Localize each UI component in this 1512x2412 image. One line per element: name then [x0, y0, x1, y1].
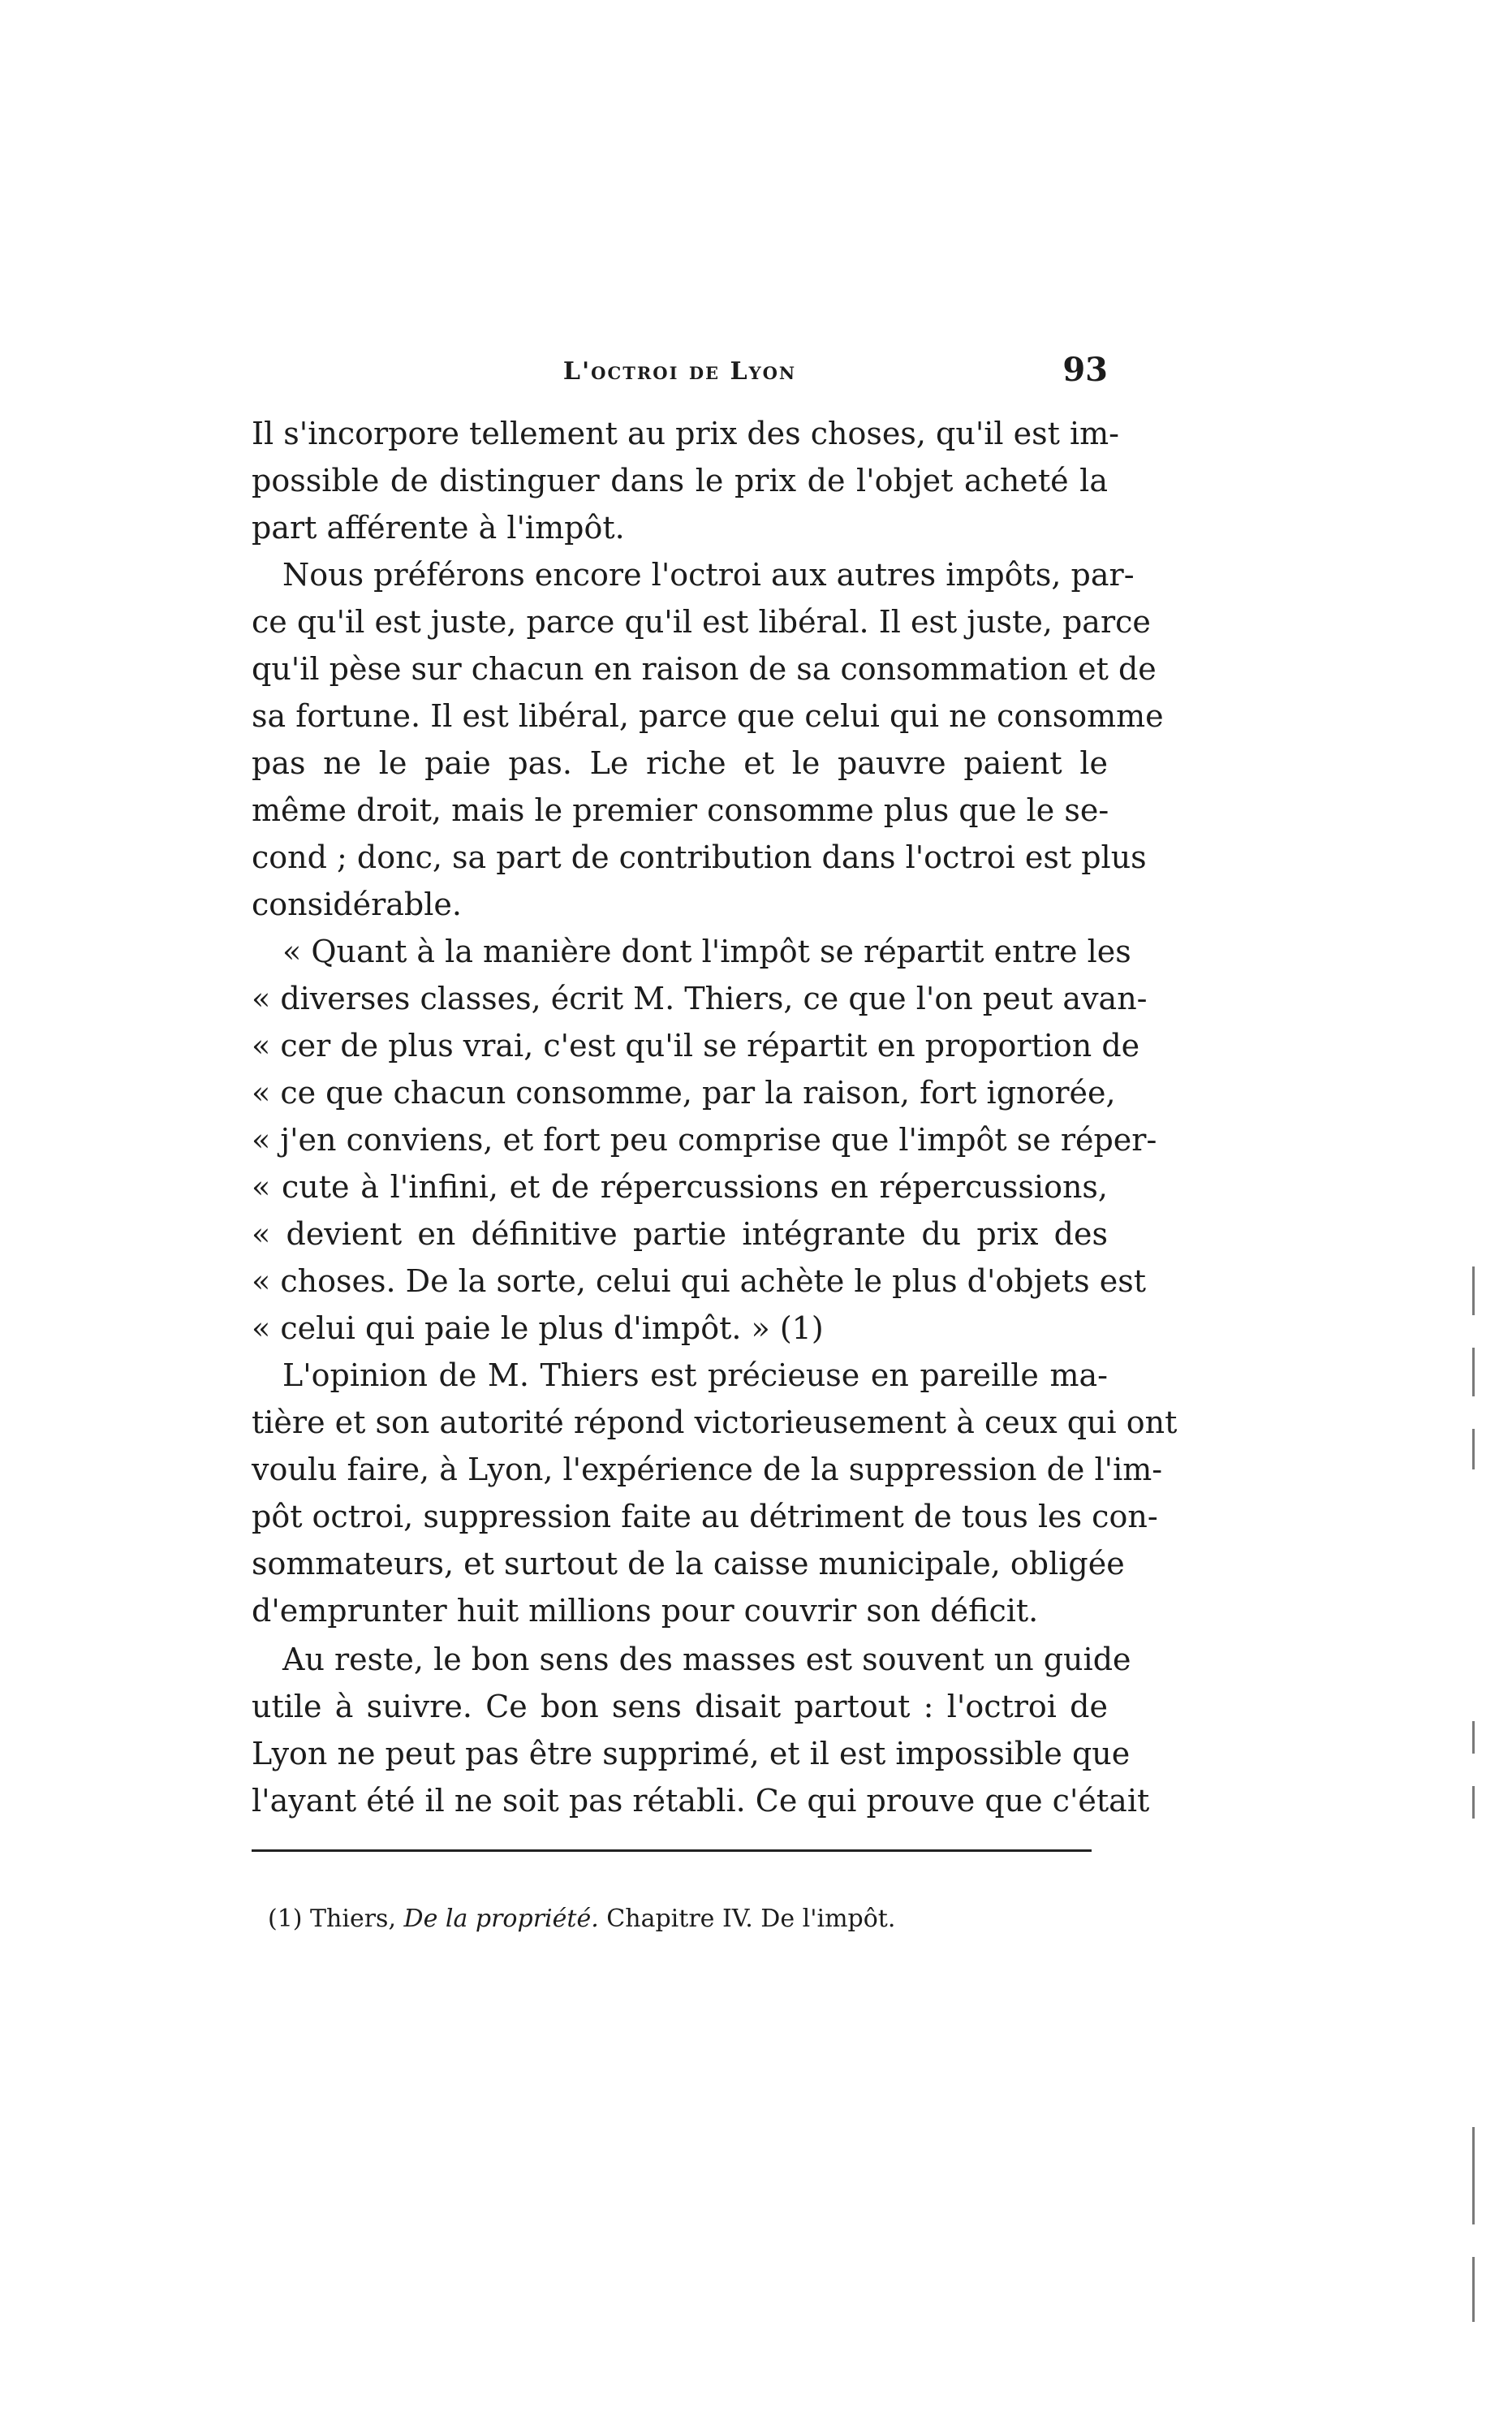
- scan-edge-mark: [1472, 2257, 1475, 2322]
- text-line: part afférente à l'impôt.: [252, 510, 625, 546]
- text-line: L'opinion de M. Thiers est précieuse en pareille ma-: [282, 1357, 1108, 1393]
- page-header: [252, 351, 1108, 399]
- text-line: ce qu'il est juste, parce qu'il est libéral. Il est juste, parce: [252, 604, 1151, 640]
- text-line: « Quant à la manière dont l'impôt se répartit entre les: [282, 934, 1131, 969]
- scan-edge-mark: [1472, 1348, 1475, 1396]
- text-line: sa fortune. Il est libéral, parce que celui qui ne consomme: [252, 698, 1164, 734]
- text-line: Au reste, le bon sens des masses est souvent un guide: [282, 1642, 1131, 1677]
- footnote: [268, 1901, 895, 1937]
- scan-edge-mark: [1472, 2127, 1475, 2224]
- text-line: voulu faire, à Lyon, l'expérience de la suppression de l'im-: [252, 1452, 1163, 1487]
- text-line: « choses. De la sorte, celui qui achète le plus d'objets est: [252, 1263, 1146, 1299]
- running-title: L'octroi de Lyon: [562, 357, 797, 386]
- text-line: possible de distinguer dans le prix de l'objet acheté la: [252, 463, 1108, 498]
- text-line: « celui qui paie le plus d'impôt. » (1): [252, 1310, 824, 1346]
- footnote-title: De la propriété.: [403, 1905, 599, 1933]
- text-line: « cute à l'infini, et de répercussions en répercussions,: [252, 1169, 1108, 1205]
- text-line: cond ; donc, sa part de contribution dans l'octroi est plus: [252, 839, 1147, 875]
- text-line: sommateurs, et surtout de la caisse municipale, obligée: [252, 1546, 1125, 1581]
- text-line: d'emprunter huit millions pour couvrir son déficit.: [252, 1593, 1039, 1629]
- text-line: utile à suivre. Ce bon sens disait partout : l'octroi de: [252, 1689, 1108, 1724]
- scan-edge-mark: [1472, 1266, 1475, 1315]
- scan-edge-mark: [1472, 1721, 1475, 1754]
- text-line: « ce que chacun consomme, par la raison, fort ignorée,: [252, 1075, 1116, 1111]
- text-line: « cer de plus vrai, c'est qu'il se répartit en proportion de: [252, 1028, 1140, 1064]
- text-line: « j'en conviens, et fort peu comprise que l'impôt se réper-: [252, 1122, 1157, 1158]
- footnote-rest: Chapitre IV. De l'impôt.: [606, 1905, 896, 1933]
- text-line: Nous préférons encore l'octroi aux autres impôts, par-: [282, 557, 1135, 593]
- footnote-rule: [252, 1849, 1092, 1852]
- text-line: Il s'incorpore tellement au prix des choses, qu'il est im-: [252, 416, 1120, 451]
- scan-edge-mark: [1472, 1786, 1475, 1819]
- text-line: l'ayant été il ne soit pas rétabli. Ce qui prouve que c'était: [252, 1783, 1150, 1819]
- text-line: Lyon ne peut pas être supprimé, et il est impossible que: [252, 1736, 1131, 1771]
- text-line: pôt octroi, suppression faite au détriment de tous les con-: [252, 1499, 1158, 1534]
- text-line: qu'il pèse sur chacun en raison de sa consommation et de: [252, 651, 1157, 687]
- text-line: même droit, mais le premier consomme plus que le se-: [252, 792, 1109, 828]
- text-line: « diverses classes, écrit M. Thiers, ce que l'on peut avan-: [252, 981, 1148, 1016]
- text-line: tière et son autorité répond victorieusement à ceux qui ont: [252, 1404, 1178, 1440]
- footnote-marker: (1) Thiers,: [268, 1905, 396, 1933]
- text-line: pas ne le paie pas. Le riche et le pauvre paient le: [252, 745, 1108, 781]
- page-number: 93: [1062, 351, 1108, 389]
- text-line: considérable.: [252, 887, 462, 922]
- scan-edge-mark: [1472, 1429, 1475, 1469]
- text-line: « devient en définitive partie intégrante du prix des: [252, 1216, 1108, 1252]
